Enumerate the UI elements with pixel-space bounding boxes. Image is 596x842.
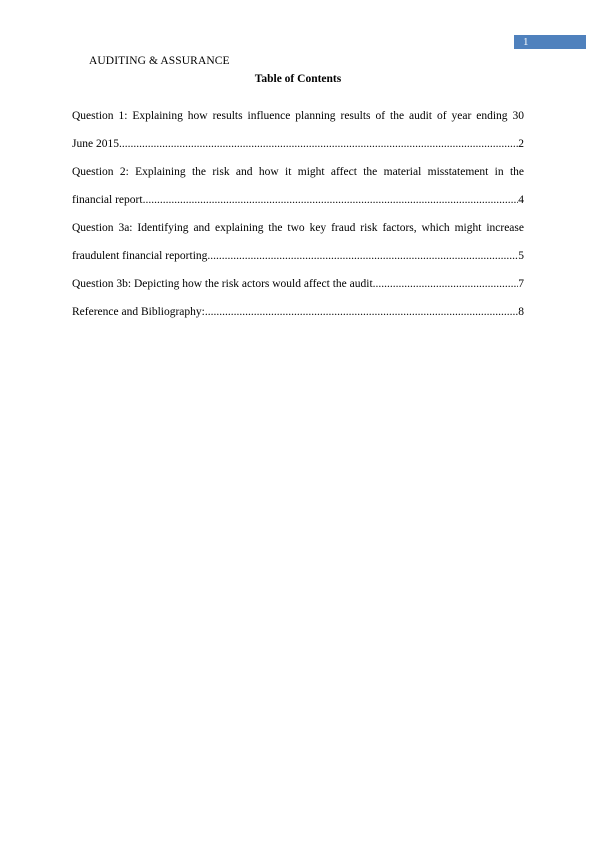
toc-page-number: 7 bbox=[518, 278, 524, 290]
page-number-badge: 1 bbox=[514, 35, 586, 49]
running-head: AUDITING & ASSURANCE bbox=[89, 55, 230, 67]
toc-entry-references[interactable] bbox=[72, 302, 524, 330]
toc-page-number: 5 bbox=[518, 250, 524, 262]
dot-leader bbox=[207, 246, 518, 274]
toc-entry-leader-line bbox=[72, 274, 524, 302]
toc-page-number: 4 bbox=[518, 194, 524, 206]
dot-leader bbox=[373, 274, 519, 302]
dot-leader bbox=[205, 302, 518, 330]
toc-entry-text: June 2015 bbox=[72, 138, 119, 150]
table-of-contents bbox=[72, 106, 524, 330]
toc-entry-question-1[interactable] bbox=[72, 106, 524, 162]
toc-entry-text: financial report bbox=[72, 194, 143, 206]
toc-title: Table of Contents bbox=[254, 73, 342, 85]
dot-leader bbox=[143, 190, 519, 218]
toc-entry-text: fraudulent financial reporting bbox=[72, 250, 208, 262]
toc-entry-leader-line bbox=[72, 246, 524, 274]
toc-entry-text: Question 3b: Depicting how the risk actors would affect the audit bbox=[72, 278, 373, 290]
toc-entry-question-3b[interactable] bbox=[72, 274, 524, 302]
toc-entry-leader-line bbox=[72, 134, 524, 162]
dot-leader bbox=[119, 134, 518, 162]
toc-entry-text: Question 3a: Identifying and explaining the two key fraud risk factors, which might increase bbox=[72, 222, 524, 234]
toc-entry-leader-line bbox=[72, 302, 524, 330]
toc-page-number: 8 bbox=[518, 306, 524, 318]
toc-entry-leader-line bbox=[72, 190, 524, 218]
toc-entry-text: Question 2: Explaining the risk and how it might affect the material misstatement in the bbox=[72, 166, 524, 178]
toc-entry-text: Question 1: Explaining how results influence planning results of the audit of year ending 30 bbox=[72, 110, 524, 122]
toc-page-number: 2 bbox=[518, 138, 524, 150]
toc-entry-question-3a[interactable] bbox=[72, 218, 524, 274]
toc-entry-question-2[interactable] bbox=[72, 162, 524, 218]
toc-entry-text: Reference and Bibliography: bbox=[72, 306, 205, 318]
